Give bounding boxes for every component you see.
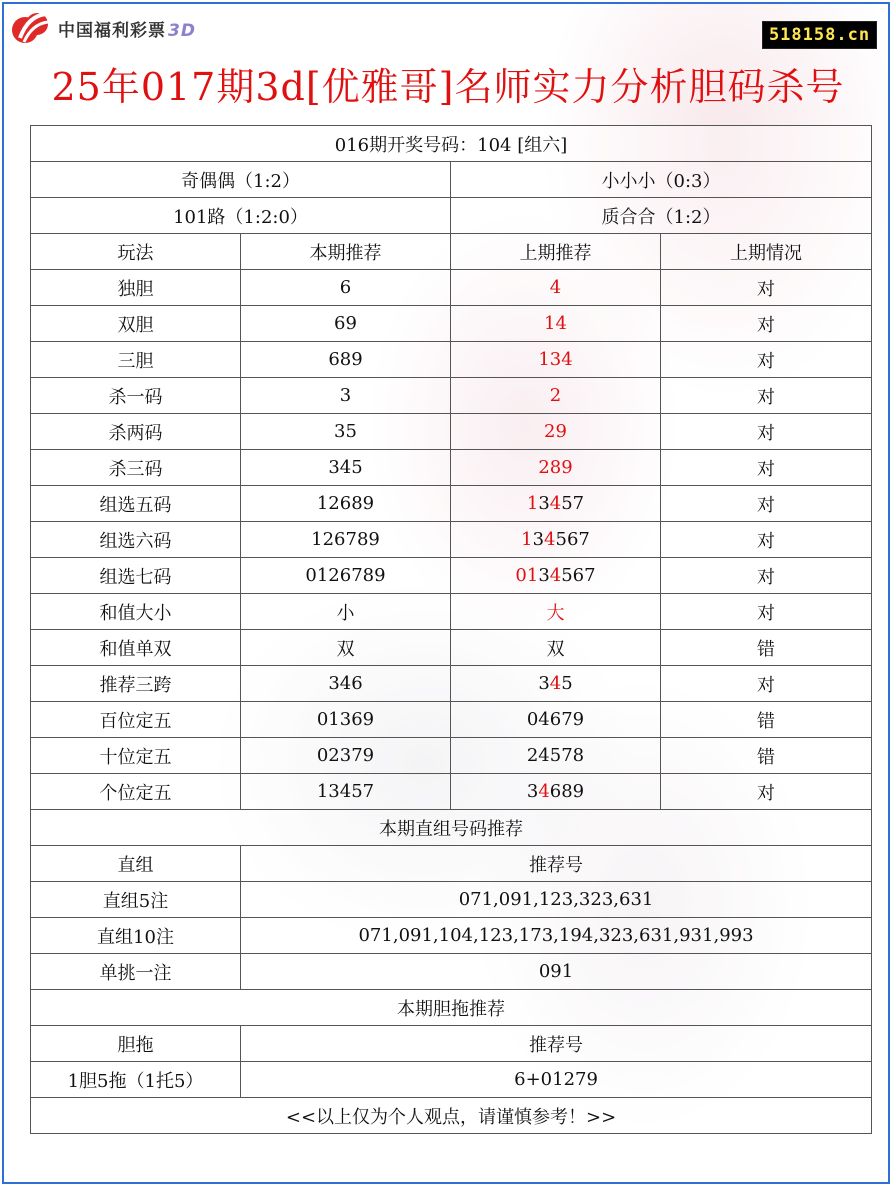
banker-drag-title: 本期胆拖推荐 [31, 990, 872, 1026]
play-type: 十位定五 [31, 738, 241, 774]
play-type: 和值单双 [31, 630, 241, 666]
play-type: 杀两码 [31, 414, 241, 450]
direct-combo-numbers: 071,091,123,323,631 [241, 882, 872, 918]
current-recommendation: 346 [241, 666, 451, 702]
miss-digits: 57 [561, 493, 585, 514]
play-type: 双胆 [31, 306, 241, 342]
previous-recommendation [451, 630, 661, 666]
direct-combo-title: 本期直组号码推荐 [31, 810, 872, 846]
table-row [31, 486, 872, 522]
hit-digits: 4 [549, 277, 562, 298]
table-row [31, 666, 872, 702]
hit-digits: 289 [538, 457, 573, 478]
table-row [31, 594, 872, 630]
table-row [31, 522, 872, 558]
banker-drag-numbers: 6+01279 [241, 1062, 872, 1098]
table-row [31, 378, 872, 414]
previous-recommendation [451, 774, 661, 810]
table-row [31, 306, 872, 342]
miss-digits: 689 [549, 781, 585, 802]
prime-ratio: 质合合（1:2） [451, 198, 872, 234]
hit-digits: 2 [549, 385, 562, 406]
draw-row [31, 126, 872, 162]
hit-digits: 1 [521, 529, 533, 550]
column-header-current: 本期推荐 [241, 234, 451, 270]
table-row [31, 270, 872, 306]
previous-result: 对 [661, 666, 872, 702]
previous-result: 对 [661, 414, 872, 450]
previous-result: 对 [661, 558, 872, 594]
play-type: 三胆 [31, 342, 241, 378]
footer-row [31, 1098, 872, 1134]
play-type: 杀三码 [31, 450, 241, 486]
table-row [31, 414, 872, 450]
hit-digits: 1 [526, 493, 539, 514]
banker-drag-col-label: 胆拖 [31, 1026, 241, 1062]
banker-drag-col-value: 推荐号 [241, 1026, 872, 1062]
play-type: 个位定五 [31, 774, 241, 810]
hit-digits: 大 [546, 602, 565, 624]
table-row [31, 702, 872, 738]
direct-combo-label: 单挑一注 [31, 954, 241, 990]
column-header-play: 玩法 [31, 234, 241, 270]
hit-digits: 134 [538, 349, 573, 370]
table-row [31, 342, 872, 378]
play-type: 组选七码 [31, 558, 241, 594]
previous-result: 对 [661, 342, 872, 378]
miss-digits: 567 [555, 529, 590, 550]
miss-digits: 双 [546, 638, 565, 660]
direct-combo-title-row [31, 810, 872, 846]
miss-digits: 04679 [526, 709, 585, 730]
previous-recommendation [451, 270, 661, 306]
hit-digits: 4 [538, 781, 550, 802]
previous-recommendation [451, 666, 661, 702]
previous-recommendation [451, 738, 661, 774]
banker-drag-row [31, 1062, 872, 1098]
hit-digits: 4 [549, 565, 562, 586]
current-recommendation: 126789 [241, 522, 451, 558]
size-ratio: 小小小（0:3） [451, 162, 872, 198]
miss-digits: 3 [532, 529, 545, 550]
direct-combo-header-row [31, 846, 872, 882]
lottery-logo-icon [10, 8, 54, 48]
hit-digits: 29 [544, 421, 567, 442]
previous-recommendation [451, 414, 661, 450]
previous-recommendation [451, 558, 661, 594]
table-row [31, 558, 872, 594]
previous-recommendation [451, 342, 661, 378]
column-header-row [31, 234, 872, 270]
miss-digits: 3 [538, 565, 550, 586]
column-header-result: 上期情况 [661, 234, 872, 270]
previous-recommendation [451, 306, 661, 342]
column-header-previous: 上期推荐 [451, 234, 661, 270]
analysis-table [30, 125, 872, 1134]
table-row [31, 450, 872, 486]
previous-result: 对 [661, 486, 872, 522]
banker-drag-title-row [31, 990, 872, 1026]
banker-drag-label: 1胆5拖（1托5） [31, 1062, 241, 1098]
previous-result: 错 [661, 702, 872, 738]
play-type: 组选六码 [31, 522, 241, 558]
miss-digits: 24578 [526, 745, 585, 766]
table-row [31, 630, 872, 666]
hit-digits: 14 [544, 313, 567, 334]
direct-combo-col-value: 推荐号 [241, 846, 872, 882]
previous-recommendation [451, 702, 661, 738]
table-row [31, 774, 872, 810]
previous-recommendation [451, 594, 661, 630]
route-ratio: 101路（1:2:0） [31, 198, 451, 234]
last-draw-info: 016期开奖号码：104 [组六] [31, 126, 872, 162]
previous-result: 对 [661, 594, 872, 630]
lottery-logo [10, 8, 196, 48]
previous-result: 对 [661, 774, 872, 810]
previous-recommendation [451, 522, 661, 558]
current-recommendation: 6 [241, 270, 451, 306]
previous-recommendation [451, 486, 661, 522]
site-badge[interactable]: 518158.cn [762, 21, 877, 49]
current-recommendation: 0126789 [241, 558, 451, 594]
current-recommendation: 12689 [241, 486, 451, 522]
hit-digits: 4 [549, 673, 562, 694]
previous-result: 错 [661, 738, 872, 774]
direct-combo-numbers: 071,091,104,123,173,194,323,631,931,993 [241, 918, 872, 954]
current-recommendation: 双 [241, 630, 451, 666]
previous-result: 对 [661, 306, 872, 342]
current-recommendation: 69 [241, 306, 451, 342]
previous-result: 对 [661, 450, 872, 486]
summary-row [31, 162, 872, 198]
direct-combo-numbers: 091 [241, 954, 872, 990]
play-type: 独胆 [31, 270, 241, 306]
direct-combo-col-label: 直组 [31, 846, 241, 882]
logo-3d: 3D [168, 20, 196, 41]
previous-recommendation [451, 378, 661, 414]
banker-drag-header-row [31, 1026, 872, 1062]
page-title: 25年017期3d[优雅哥]名师实力分析胆码杀号 [51, 65, 845, 109]
logo-text: 中国福利彩票 3D [58, 20, 196, 41]
direct-combo-row [31, 882, 872, 918]
miss-digits: 3 [526, 781, 539, 802]
play-type: 和值大小 [31, 594, 241, 630]
current-recommendation: 689 [241, 342, 451, 378]
previous-result: 错 [661, 630, 872, 666]
miss-digits: 567 [561, 565, 596, 586]
disclaimer-note: <<以上仅为个人观点，请谨慎参考！>> [31, 1098, 872, 1134]
current-recommendation: 02379 [241, 738, 451, 774]
previous-result: 对 [661, 270, 872, 306]
direct-combo-label: 直组5注 [31, 882, 241, 918]
current-recommendation: 小 [241, 594, 451, 630]
hit-digits: 01 [515, 565, 539, 586]
previous-result: 对 [661, 378, 872, 414]
current-recommendation: 345 [241, 450, 451, 486]
previous-recommendation [451, 450, 661, 486]
hit-digits: 4 [544, 529, 556, 550]
hit-digits: 4 [549, 493, 562, 514]
miss-digits: 5 [561, 673, 573, 694]
summary-row [31, 198, 872, 234]
direct-combo-row [31, 954, 872, 990]
previous-result: 对 [661, 522, 872, 558]
current-recommendation: 3 [241, 378, 451, 414]
current-recommendation: 35 [241, 414, 451, 450]
direct-combo-row [31, 918, 872, 954]
current-recommendation: 13457 [241, 774, 451, 810]
miss-digits: 3 [538, 673, 550, 694]
play-type: 组选五码 [31, 486, 241, 522]
play-type: 杀一码 [31, 378, 241, 414]
current-recommendation: 01369 [241, 702, 451, 738]
odd-even-ratio: 奇偶偶（1:2） [31, 162, 451, 198]
miss-digits: 3 [538, 493, 550, 514]
direct-combo-label: 直组10注 [31, 918, 241, 954]
table-row [31, 738, 872, 774]
play-type: 推荐三跨 [31, 666, 241, 702]
play-type: 百位定五 [31, 702, 241, 738]
